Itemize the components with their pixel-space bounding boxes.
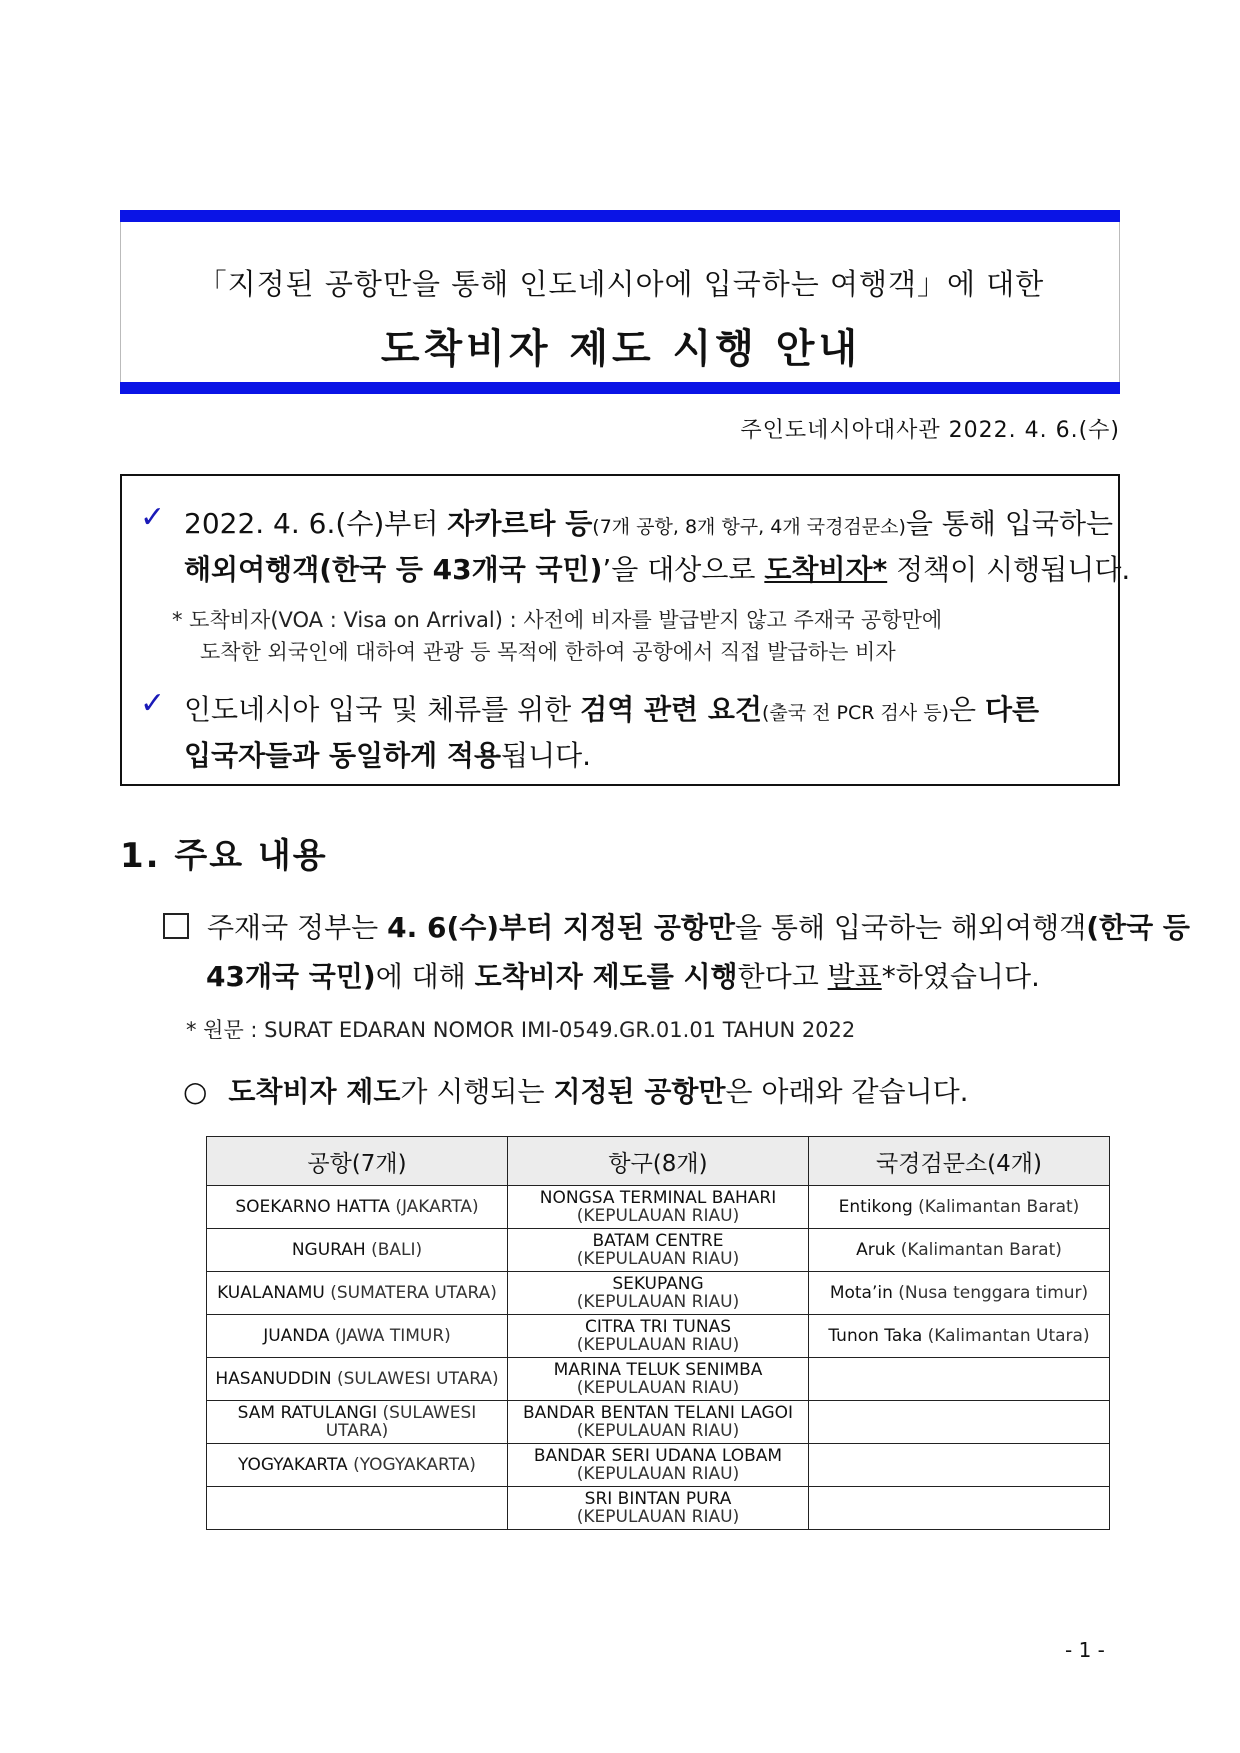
paragraph-emphasis: (한국 등 <box>1086 911 1190 944</box>
paragraph-text: 은 아래와 같습니다. <box>725 1075 969 1108</box>
summary-note-1: * 도착비자(VOA : Visa on Arrival) : 사전에 비자를 발급받지 않고 주재국 공항만에 <box>172 608 943 632</box>
header-border-posts: 국경검문소(4개) <box>809 1137 1110 1186</box>
summary-emphasis: 입국자들과 동일하게 적용 <box>184 739 502 772</box>
table-cell <box>207 1401 508 1444</box>
port-name: BANDAR BENTAN TELANI LAGOI <box>522 1403 794 1423</box>
table-cell <box>508 1358 809 1401</box>
summary-text: 됩니다. <box>501 739 592 772</box>
table-row <box>207 1315 1110 1358</box>
port-region: (YOGYAKARTA) <box>353 1455 476 1475</box>
summary-small-text: (7개 공항, 8개 항구, 4개 국경검문소) <box>592 516 906 538</box>
port-region: (JAKARTA) <box>395 1197 479 1217</box>
summary-line-4 <box>184 734 591 774</box>
table-cell <box>809 1229 1110 1272</box>
check-icon: ✓ <box>140 686 166 721</box>
port-name: KUALANAMU <box>217 1283 325 1303</box>
summary-text: 을 <box>905 507 942 540</box>
port-name: CITRA TRI TUNAS <box>584 1317 731 1337</box>
table-cell <box>207 1487 508 1530</box>
table-row <box>207 1229 1110 1272</box>
summary-note-2: 도착한 외국인에 대하여 관광 등 목적에 한하여 공항에서 직접 발급하는 비자 <box>200 640 896 664</box>
table-row <box>207 1358 1110 1401</box>
header-airports: 공항(7개) <box>207 1137 508 1186</box>
paragraph-line-1 <box>163 906 1190 946</box>
issuer-date: 주인도네시아대사관 2022. 4. 6.(수) <box>740 418 1120 443</box>
title-block <box>120 210 1120 395</box>
table-cell <box>508 1186 809 1229</box>
summary-text: 인도네시아 입국 및 체류를 위한 <box>184 693 581 726</box>
table-cell <box>508 1315 809 1358</box>
port-name: Tunon Taka <box>828 1326 923 1346</box>
port-region: (KEPULAUAN RIAU) <box>576 1335 740 1355</box>
paragraph-emphasis: 43개국 국민) <box>206 960 376 993</box>
summary-text: 통해 입국하는 <box>941 507 1114 540</box>
port-region: (SULAWESI UTARA) <box>336 1369 499 1389</box>
table-cell <box>207 1229 508 1272</box>
table-cell <box>508 1229 809 1272</box>
table-cell <box>809 1487 1110 1530</box>
port-region: (Kalimantan Barat) <box>918 1197 1080 1217</box>
summary-emphasis: 다른 <box>984 693 1040 726</box>
section-title: 1. 주요 내용 <box>120 836 328 876</box>
summary-text: 정책이 시행됩니다. <box>887 553 1131 586</box>
port-name: YOGYAKARTA <box>238 1455 348 1475</box>
port-region: (KEPULAUAN RIAU) <box>576 1507 740 1527</box>
title-inner <box>120 222 1120 382</box>
port-region: (KEPULAUAN RIAU) <box>576 1249 740 1269</box>
table-row <box>207 1272 1110 1315</box>
summary-box <box>120 474 1131 786</box>
summary-emphasis: 검역 관련 요건 <box>580 693 762 726</box>
table-cell <box>809 1272 1110 1315</box>
port-region: (KEPULAUAN RIAU) <box>576 1464 740 1484</box>
table-body <box>207 1186 1110 1530</box>
port-region: (BALI) <box>371 1240 423 1260</box>
summary-text: 은 <box>948 693 985 726</box>
port-name: SEKUPANG <box>612 1274 704 1294</box>
port-region: (Kalimantan Barat) <box>900 1240 1062 1260</box>
page-number: - 1 - <box>1065 1638 1105 1662</box>
table-cell <box>809 1444 1110 1487</box>
port-region: (Kalimantan Utara) <box>927 1326 1090 1346</box>
paragraph-text: 에 대해 <box>375 960 475 993</box>
ports-table <box>206 1136 1110 1530</box>
table-row <box>207 1186 1110 1229</box>
summary-text: 2022. 4. 6.(수)부터 <box>184 507 448 540</box>
table-cell <box>809 1315 1110 1358</box>
paragraph-emphasis: 지정된 공항만 <box>553 1075 726 1108</box>
paragraph-emphasis: 4. 6(수)부터 지정된 공항만 <box>387 911 735 944</box>
bullet-line <box>183 1070 969 1110</box>
port-name: Aruk <box>856 1240 896 1260</box>
table-cell <box>508 1444 809 1487</box>
port-region: (KEPULAUAN RIAU) <box>576 1206 740 1226</box>
port-name: SRI BINTAN PURA <box>584 1489 732 1509</box>
port-name: SAM RATULANGI <box>237 1403 378 1423</box>
header-seaports: 항구(8개) <box>508 1137 809 1186</box>
title-bottom-bar <box>120 382 1120 394</box>
table-cell <box>508 1401 809 1444</box>
paragraph-emphasis: 도착비자 제도 <box>228 1075 401 1108</box>
port-region: (KEPULAUAN RIAU) <box>576 1292 740 1312</box>
port-name: MARINA TELUK SENIMBA <box>553 1360 763 1380</box>
summary-line-3 <box>184 688 1039 728</box>
paragraph-text: 주재국 정부는 <box>207 911 388 944</box>
port-name: JUANDA <box>263 1326 330 1346</box>
table-cell <box>207 1315 508 1358</box>
port-name: NGURAH <box>291 1240 366 1260</box>
paragraph-text: 가 시행되는 <box>400 1075 554 1108</box>
check-icon: ✓ <box>140 500 166 535</box>
summary-line-1 <box>184 502 1113 542</box>
summary-small-text: (출국 전 PCR 검사 등) <box>761 702 949 724</box>
summary-text: ’을 대상으로 <box>602 553 765 586</box>
paragraph-emphasis: 도착비자 제도를 시행 <box>474 960 738 993</box>
table-cell <box>809 1358 1110 1401</box>
paragraph-text: *하였습니다. <box>881 960 1040 993</box>
table-cell <box>508 1272 809 1315</box>
paragraph-text: 한다고 <box>737 960 828 993</box>
port-name: Entikong <box>838 1197 913 1217</box>
table-row <box>207 1401 1110 1444</box>
table-cell <box>809 1401 1110 1444</box>
paragraph-underlined: 발표 <box>827 960 882 993</box>
document-subtitle: 「지정된 공항만을 통해 인도네시아에 입국하는 여행객」에 대한 <box>197 267 1045 301</box>
port-name: BATAM CENTRE <box>592 1231 724 1251</box>
port-name: SOEKARNO HATTA <box>235 1197 390 1217</box>
paragraph-line-2 <box>206 955 1040 995</box>
port-region: (SUMATERA UTARA) <box>330 1283 497 1303</box>
table-header-row <box>207 1137 1110 1186</box>
port-region: (Nusa tenggara timur) <box>898 1283 1089 1303</box>
summary-emphasis: 해외여행객(한국 등 43개국 국민) <box>184 553 603 586</box>
port-name: HASANUDDIN <box>215 1369 332 1389</box>
table-cell <box>207 1444 508 1487</box>
square-bullet-icon <box>163 913 189 939</box>
port-region: (KEPULAUAN RIAU) <box>576 1421 740 1441</box>
port-region: (KEPULAUAN RIAU) <box>576 1378 740 1398</box>
summary-line-2 <box>184 548 1130 588</box>
source-note: * 원문 : SURAT EDARAN NOMOR IMI-0549.GR.01.01 TAHUN 2022 <box>186 1018 856 1042</box>
port-region: (JAWA TIMUR) <box>334 1326 451 1346</box>
table-cell <box>207 1186 508 1229</box>
port-region: (SULAWESI UTARA) <box>325 1403 477 1441</box>
port-name: NONGSA TERMINAL BAHARI <box>539 1188 777 1208</box>
title-top-bar <box>120 210 1120 222</box>
port-name: Mota’in <box>829 1283 893 1303</box>
summary-emphasis: 자카르타 등 <box>447 507 593 540</box>
table-cell <box>207 1358 508 1401</box>
port-name: BANDAR SERI UDANA LOBAM <box>533 1446 783 1466</box>
table-cell <box>207 1272 508 1315</box>
table-row <box>207 1487 1110 1530</box>
table-cell <box>809 1186 1110 1229</box>
circle-bullet-icon: ○ <box>183 1075 208 1108</box>
table-row <box>207 1444 1110 1487</box>
summary-emphasis: 도착비자* <box>764 553 888 586</box>
paragraph-text: 을 통해 입국하는 해외여행객 <box>734 911 1087 944</box>
document-title: 도착비자 제도 시행 안내 <box>380 326 862 372</box>
table-cell <box>508 1487 809 1530</box>
